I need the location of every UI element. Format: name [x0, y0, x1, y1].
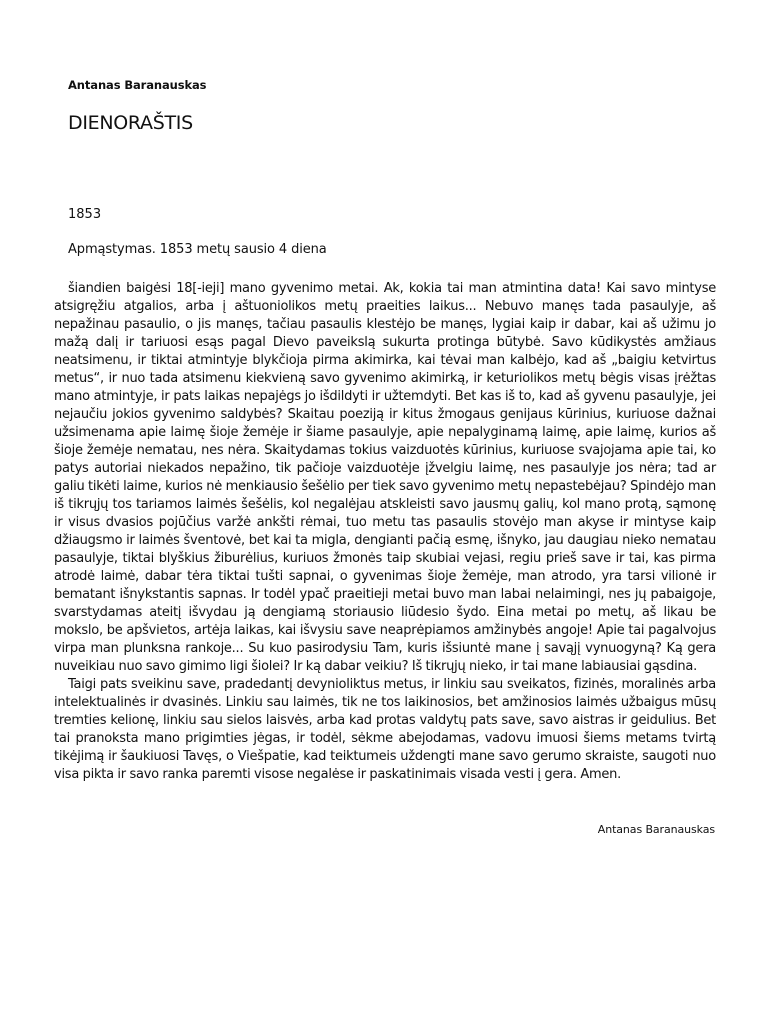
entry-body: [54, 280, 716, 784]
entry-year: 1853: [68, 207, 102, 222]
author-name: Antanas Baranauskas: [68, 78, 207, 92]
paragraph-2: Taigi pats sveikinu save, pradedantį devynioliktus metus, ir linkiu sau sveikatos, fizinės, moralinės arba intelektualinės ir dvasinės. Linkiu sau laimės, tik ne tos laikinosios, bet amžinosios laimės užbaigus mūsų tremties kelionę, linkiu sau sielos laisvės, arba kad protas valdytų pats save, savo aistras ir geidulius. Bet tai pranoksta mano prigimties jėgas, ir todėl, sėkme abejodamas, vadovu imuosi šiems metams tvirtą tikėjimą ir šaukiuosi Tavęs, o Viešpatie, kad teiktumeis uždengti mane savo gerumo skraiste, saugoti nuo visa pikta ir savo ranka paremti visose negalėse ir paskatinimais visada vesti į gera. Amen.: [54, 677, 716, 782]
paragraph-1: šiandien baigėsi 18[-ieji] mano gyvenimo metai. Ak, kokia tai man atmintina data! Kai savo mintyse atsigręžiu atgalios, arba į aštuoniolikos metų praeities laikus... Nebuvo manęs tada pasaulyje, aš nepažinau pasaulio, o jis manęs, tačiau pasaulis klestėjo be manęs, lygiai kaip ir dabar, kai aš užimu jo mažą dalį ir tariuosi esąs pagal Dievo paveikslą sukurta protinga būtybė. Savo kūdikystės amžiaus neatsimenu, ir tiktai atmintyje blykčioja pirma akimirka, kai tėvai man kalbėjo, kad aš „baigiu ketvirtus metus“, ir nuo tada atsimenu kiekvieną savo gyvenimo akimirką, ir keturiolikos metų bėgis visas įrėžtas mano atmintyje, ir pats laikas nepajėgs jo išdildyti ir užtemdyti. Bet kas iš to, kad aš gyvenu pasaulyje, jei nejaučiu jokios gyvenimo saldybės? Skaitau poeziją ir kitus žmogaus genijaus kūrinius, kuriuose dažnai užsimenama apie laimę šioje žemėje ir šiame pasaulyje, apie nepalyginamą laimę, apie laimę, kurios aš šioje žemėje nematau, nes nėra. Skaitydamas tokius vaizduotės kūrinius, kuriuose svajojama apie tai, ko patys autoriai niekados nepažino, tik pačioje vaizduotėje įžvelgiu laimę, nes pasaulyje jos nėra; tad ar galiu tikėti laime, kurios nė menkiausio šešėlio per tiek savo gyvenimo metų nepastebėjau? Spindėjo man iš tikrųjų tos tariamos laimės šešėlis, kol negalėjau atskleisti savo jausmų galių, kol mano protą, sąmonę ir visus dvasios pojūčius varžė ankšti rėmai, tuo metu tas pasaulis stovėjo man akyse ir mintyse kaip džiaugsmo ir laimės šventovė, bet kai ta migla, dengianti pačią esmę, išnyko, jau daugiau nieko nematau pasaulyje, tiktai blyškius žiburėlius, kuriuos žmonės taip skubiai vejasi, regiu prieš save ir tai, kas pirma atrodė laimė, dabar tėra tiktai tušti sapnai, o gyvenimas šioje žemėje, man atrodo, yra tarsi vilionė ir bematant išnykstantis sapnas. Ir todėl ypač praeitieji metai buvo man labai nelaimingi, nes jų pabaigoje, svarstydamas ateitį išvydau ją dengiamą storiausio liūdesio šydo. Eina metai po metų, aš likau be mokslo, be apšvietos, artėja laikas, kai išvysiu save neaprėpiamos amžinybės angoje! Apie tai pagalvojus virpa man plunksna rankoje... Su kuo pasirodysiu Tam, kuris išsiuntė mane į savąjį vynuogyną? Ką gera nuveikiau nuo savo gimimo ligi šiolei? Ir ką dabar veikiu? Iš tikrųjų nieko, ir tai mane labiausiai gąsdina.: [54, 281, 716, 674]
document-title: DIENORAŠTIS: [68, 112, 193, 134]
signature: Antanas Baranauskas: [597, 823, 715, 836]
entry-heading: Apmąstymas. 1853 metų sausio 4 diena: [68, 242, 327, 257]
